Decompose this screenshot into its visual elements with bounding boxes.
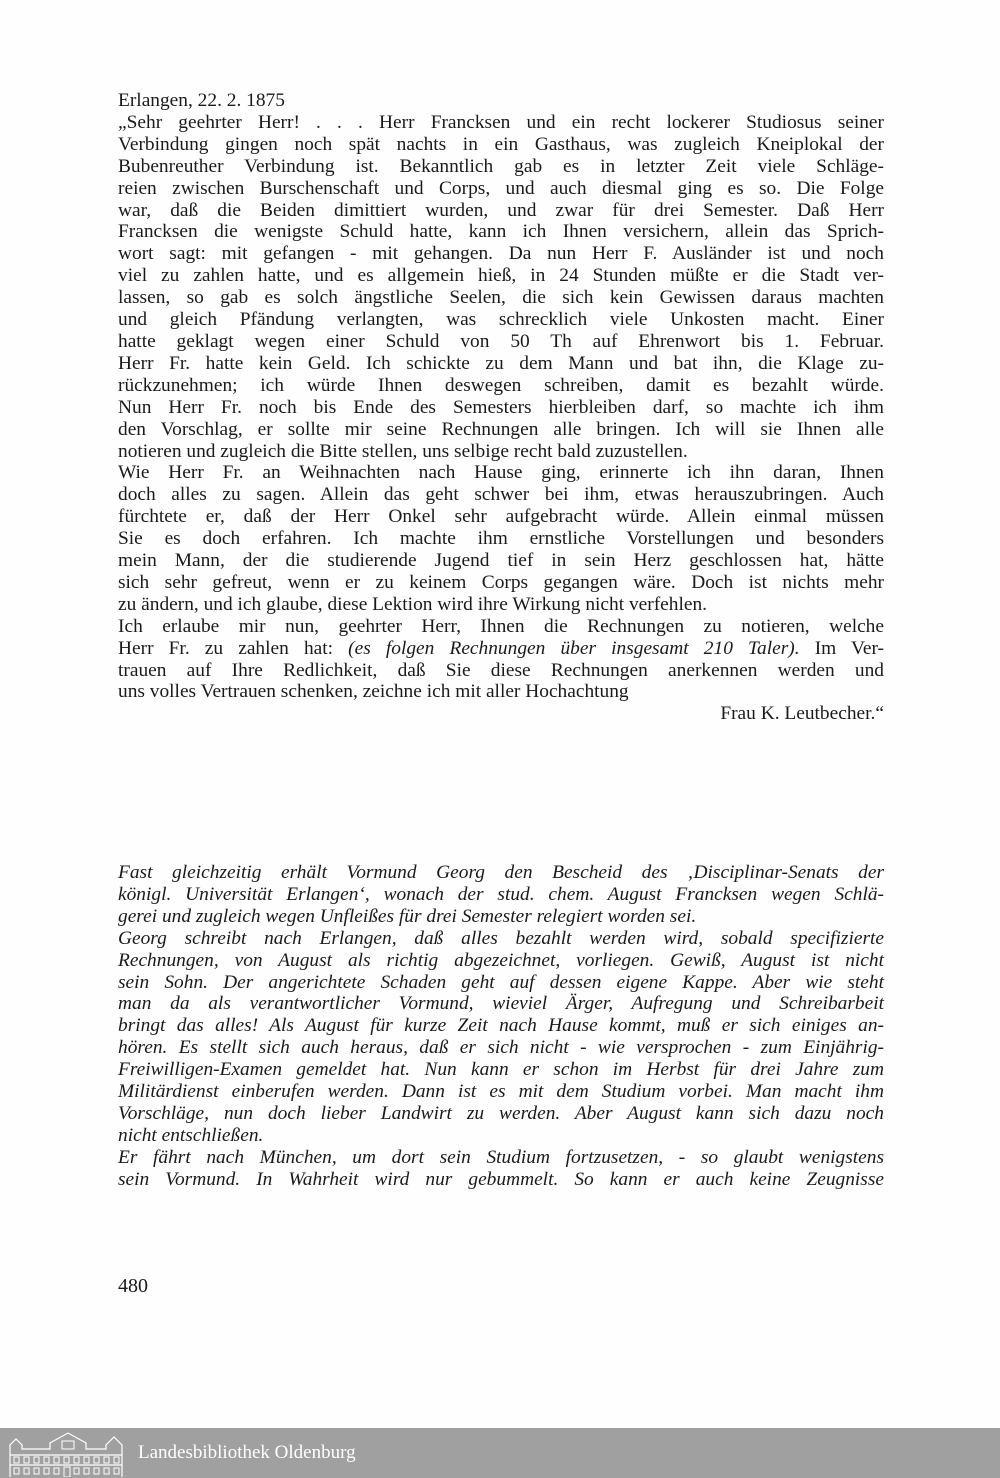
text-line: und gleich Pfändung verlangten, was schrecklich viele Unkosten macht. Einer	[118, 309, 884, 331]
text-line: Herr Fr. hatte kein Geld. Ich schickte zu dem Mann und bat ihn, die Klage zu-	[118, 352, 884, 374]
text-line: fürchtete er, daß der Herr Onkel sehr aufgebracht würde. Allein einmal müssen	[118, 506, 884, 528]
text-line: Verbindung gingen noch spät nachts in ein Gasthaus, was zugleich Kneiplokal der	[118, 133, 884, 155]
letter-signature: Frau K. Leutbecher.“	[720, 703, 884, 725]
text-line: sein Vormund. In Wahrheit wird nur gebummelt. So kann er auch keine Zeugnisse	[118, 1168, 884, 1190]
text-line: Fast gleichzeitig erhält Vormund Georg den Bescheid des ‚Disciplinar-Senats der	[118, 862, 884, 883]
text-line: doch alles zu sagen. Allein das geht schwer bei ihm, etwas herauszubringen. Auch	[118, 484, 884, 506]
letter-text	[118, 90, 884, 725]
library-building-icon	[6, 1429, 128, 1477]
text-line: zu ändern, und ich glaube, diese Lektion wird ihre Wirkung nicht verfehlen.	[118, 593, 708, 615]
text-line: uns volles Vertrauen schenken, zeichne ich mit aller Hochachtung	[118, 681, 629, 703]
text-line: Nun Herr Fr. noch bis Ende des Semesters hierbleiben darf, so machte ich ihm	[118, 396, 884, 418]
text-line: man da als verantwortlicher Vormund, wieviel Ärger, Aufregung und Schreibarbeit	[118, 993, 884, 1015]
text-line: gerei und zugleich wegen Unfleißes für drei Semester relegiert worden sei.	[118, 905, 697, 927]
text-line: wort sagt: mit gefangen - mit gehangen. Da nun Herr F. Ausländer ist und noch	[118, 243, 884, 265]
text-line: Militärdienst einberufen werden. Dann ist es mit dem Studium vorbei. Man macht ihm	[118, 1081, 884, 1103]
text-line: lassen, so gab es solch ängstliche Seelen, die sich kein Gewissen daraus machten	[118, 287, 884, 309]
text-line: mein Mann, der die studierende Jugend tief in sein Herz geschlossen hat, hätte	[118, 550, 884, 572]
text-line: hören. Es stellt sich auch heraus, daß er sich nicht - wie versprochen - zum Einjährig-	[118, 1037, 884, 1059]
text-line: bringt das alles! Als August für kurze Zeit nach Hause kommt, muß er sich einiges an-	[118, 1015, 884, 1037]
editorial-note: (es folgen Rechnungen über insgesamt 210 Taler).	[348, 637, 800, 659]
text-line: reien zwischen Burschenschaft und Corps, und auch diesmal ging es so. Die Folge	[118, 177, 884, 199]
text-line: Georg schreibt nach Erlangen, daß alles bezahlt werden wird, sobald specifizierte	[118, 927, 884, 949]
text-line: Freiwilligen-Examen gemeldet hat. Nun kann er schon im Herbst für drei Jahre zum	[118, 1059, 884, 1081]
text-line: Sie es doch erfahren. Ich machte ihm ernstliche Vorstellungen und besonders	[118, 528, 884, 550]
text-line: Bubenreuther Verbindung ist. Bekanntlich gab es in letzter Zeit viele Schläge-	[118, 155, 884, 177]
narrative-text	[118, 862, 884, 1191]
text-line: Er fährt nach München, um dort sein Studium fortzusetzen, - so glaubt wenigstens	[118, 1146, 884, 1168]
library-name: Landesbibliothek Oldenburg	[138, 1442, 356, 1463]
text-line: sich sehr gefreut, wenn er zu keinem Corps gegangen wäre. Doch ist nichts mehr	[118, 571, 884, 593]
letter-date-line: Erlangen, 22. 2. 1875	[118, 90, 285, 111]
library-footer-bar	[0, 1428, 1000, 1478]
text-line: rückzunehmen; ich würde Ihnen deswegen schreiben, damit es bezahlt würde.	[118, 374, 884, 396]
text-line: notieren und zugleich die Bitte stellen, uns selbige recht bald zuzustellen.	[118, 440, 688, 462]
text-line: war, daß die Beiden dimittiert wurden, und zwar für drei Semester. Daß Herr	[118, 199, 884, 221]
page-number: 480	[118, 1275, 148, 1297]
text-line: königl. Universität Erlangen‘, wonach der stud. chem. August Francksen wegen Schlä-	[118, 883, 884, 905]
text-line: Francksen die wenigste Schuld hatte, kann ich Ihnen versichern, allein das Sprich-	[118, 221, 884, 243]
text-line: trauen auf Ihre Redlichkeit, daß Sie diese Rechnungen anerkennen werden und	[118, 659, 884, 681]
text-line: nicht entschließen.	[118, 1124, 264, 1146]
text-line: viel zu zahlen hatte, und es allgemein hieß, in 24 Stunden müßte er die Stadt ver-	[118, 265, 884, 287]
text-line: Rechnungen, von August als richtig abgezeichnet, vorliegen. Gewiß, August ist nicht	[118, 949, 884, 971]
text-line-mixed: Herr Fr. zu zahlen hat: (es folgen Rechnungen über insgesamt 210 Taler). Im Ver-	[118, 637, 885, 659]
text-line: sein Sohn. Der angerichtete Schaden geht auf dessen eigene Kappe. Aber wie steht	[118, 971, 884, 993]
text-line: Vorschläge, nun doch lieber Landwirt zu werden. Aber August kann sich dazu noch	[118, 1102, 884, 1124]
text-line: Ich erlaube mir nun, geehrter Herr, Ihnen die Rechnungen zu notieren, welche	[118, 615, 884, 637]
text-line: „Sehr geehrter Herr! . . . Herr Francksen und ein recht lockerer Studiosus seiner	[118, 111, 884, 133]
text-line: den Vorschlag, er sollte mir seine Rechnungen alle bringen. Ich will sie Ihnen alle	[118, 418, 884, 440]
text-line: Wie Herr Fr. an Weihnachten nach Hause ging, erinnerte ich ihn daran, Ihnen	[118, 462, 884, 484]
text-line: hatte geklagt wegen einer Schuld von 50 Th auf Ehrenwort bis 1. Februar.	[118, 330, 884, 352]
